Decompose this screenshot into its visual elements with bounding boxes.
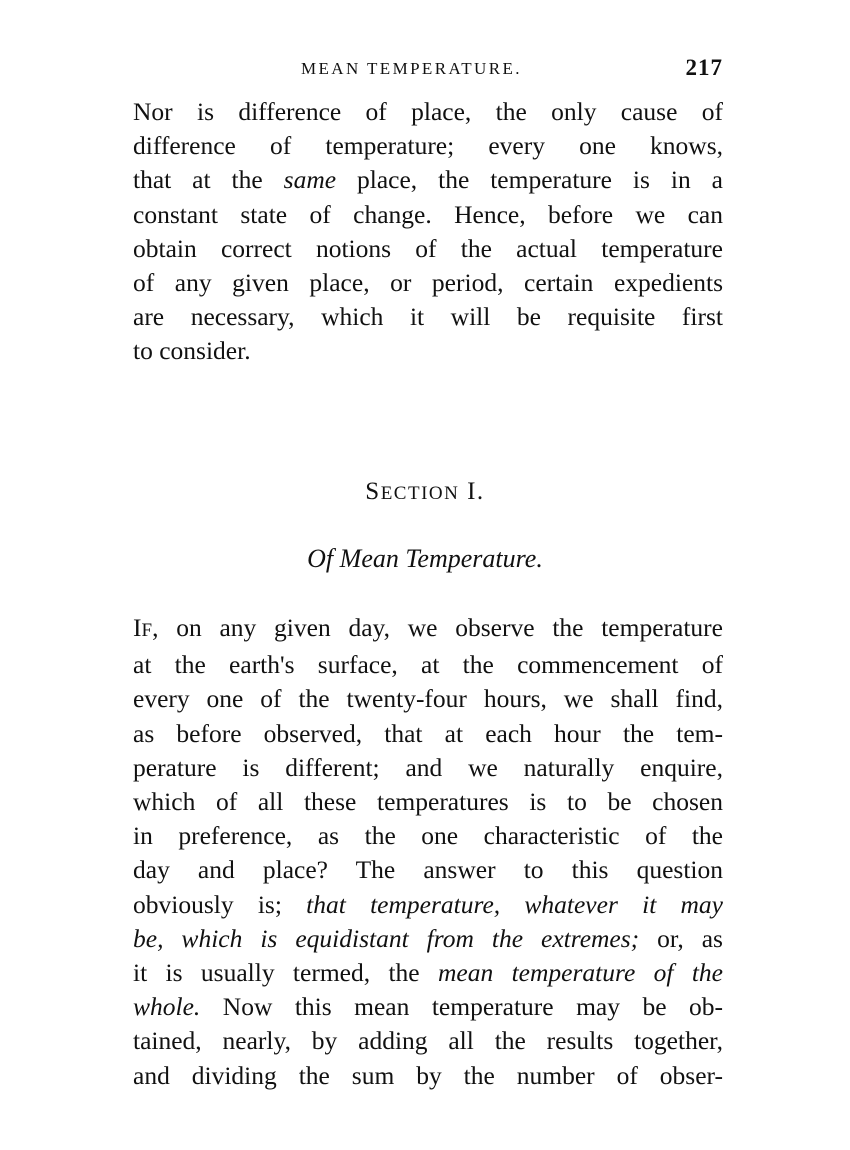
text-line: tained, nearly, by adding all the results together, [133,1026,723,1056]
text-line: which of all these temperatures is to be chosen [133,787,723,817]
section-subtitle: Of Mean Temperature. [307,544,543,573]
italic-run: whole. [133,992,201,1022]
text-line [133,956,723,990]
text-line: at the earth's surface, at the commencement of [133,650,723,680]
text-run: it is usually termed, the [133,958,438,988]
text-line: are necessary, which it will be requisite first [133,302,723,332]
paragraph-intro [133,95,723,369]
text-line: obtain correct notions of the actual temperature [133,233,723,263]
text-line: every one of the twenty-four hours, we shall find, [133,684,723,714]
text-line: of any given place, or period, certain expedients [133,268,723,298]
initial-capital: I [133,613,142,642]
text-line: constant state of change. Hence, before we can [133,199,723,229]
text-line [133,163,723,197]
italic-run: mean temperature of the [437,958,723,988]
running-head: MEAN TEMPERATURE. [301,59,522,78]
text-run: place, the temperature is in a [336,165,723,195]
text-line: to consider. [133,336,251,366]
text-line [133,990,723,1024]
page-header [133,55,723,85]
text-line: day and place? The answer to this question [133,855,723,885]
text-line: as before observed, that at each hour the tem- [133,718,723,748]
paragraph-mean-temperature [133,611,723,1093]
text-run: or, as [639,923,723,953]
italic-run: be, which is equidistant from the extremes; [133,923,640,953]
text-run: , on any given day, we observe the temperature [152,613,723,642]
text-line [133,922,723,956]
text-run: that at the [133,165,284,195]
text-run: obviously is; [133,889,307,919]
text-line: in preference, as the one characteristic of the [133,821,723,851]
page-number: 217 [685,55,723,80]
heading-initial: S [365,478,381,505]
heading-small-caps: ECTION [380,483,460,504]
italic-run: that temperature, whatever it may [306,889,723,919]
text-line: perature is different; and we naturally enquire, [133,752,723,782]
text-run: Now this mean temperature may be ob- [200,992,723,1022]
heading-numeral: I. [459,478,485,505]
initial-small-caps: F [141,620,153,641]
section-heading [0,478,850,506]
text-line: difference of temperature; every one knows, [133,131,723,161]
text-line [133,611,723,648]
italic-run: same [283,165,337,195]
text-line [133,888,723,922]
text-line: Nor is difference of place, the only cause of [133,97,723,126]
text-line: and dividing the sum by the number of obser- [133,1060,723,1090]
